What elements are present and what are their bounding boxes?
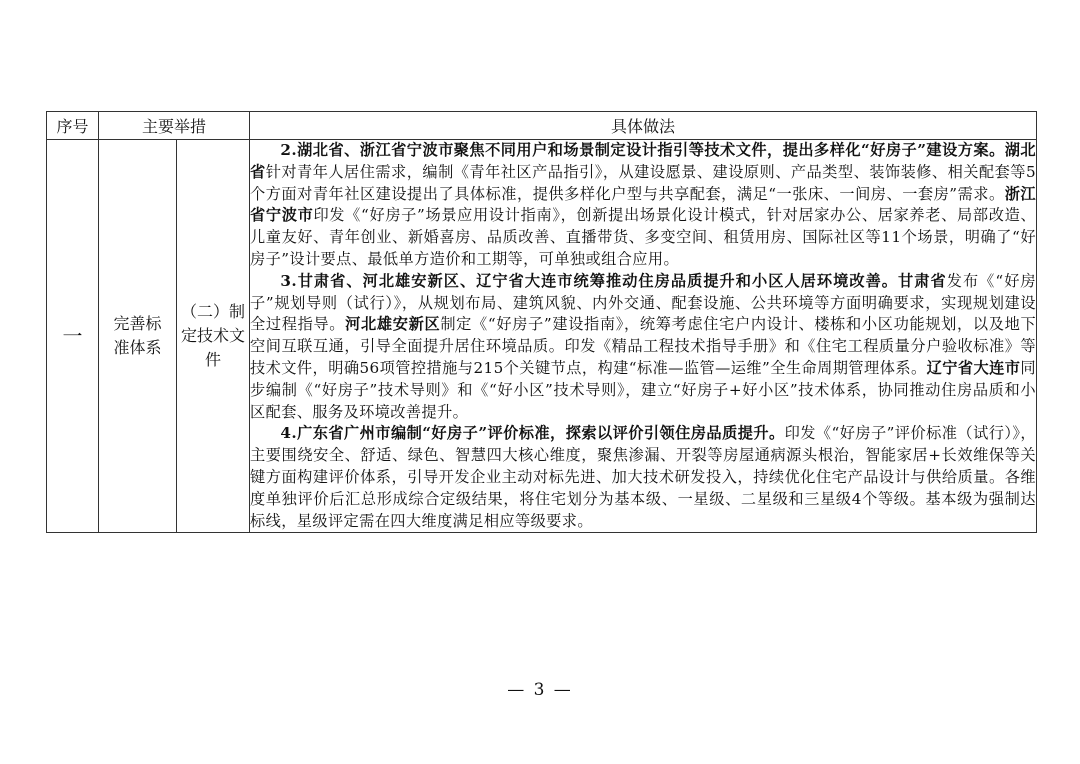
practice-2-ningbo-text: 印发《“好房子”场景应用设计指南》，创新提出场景化设计模式，针对居家办公、居家养老、局部改造、儿童友好、青年创业、新婚喜房、品质改善、直播带货、多变空间、租赁用房、国际社区等11个场景，明确了“好房子”设计要点、最低单方造价和工期等，可单独或组合应用。 (250, 206, 1037, 268)
practice-3-heading: 3.甘肃省、河北雄安新区、辽宁省大连市统筹推动住房品质提升和小区人居环境改善。 (280, 271, 899, 290)
header-index: 序号 (47, 112, 99, 140)
practice-4-heading: 4.广东省广州市编制“好房子”评价标准，探索以评价引领住房品质提升。 (280, 424, 785, 443)
header-measures: 主要举措 (99, 112, 250, 140)
practice-3-dalian-text: 同步编制《“好房子”技术导则》和《“好小区”技术导则》，建立“好房子+好小区”技术体系，协同推动住房品质和小区配套、服务及环境改善提升。 (250, 358, 1037, 421)
row-subcategory: （二）制定技术文件 (177, 140, 250, 533)
practices-cell (250, 140, 1037, 533)
table-header-row (47, 112, 1037, 140)
page-number: — 3 — (507, 680, 573, 700)
practice-3-xiongan-text: 制定《“好房子”建设指南》，统筹考虑住宅户内设计、楼栋和小区功能规划，以及地下空间互联互通，引导全面提升居住环境品质。印发《精品工程技术指导手册》和《住宅工程质量分户验收标准》等技术文件，明确56项管控措施与215个关键节点，构建“标准—监管—运维”全生命周期管理体系。 (250, 315, 1037, 377)
practice-4-guangzhou-text: 印发《“好房子”评价标准（试行）》，主要围绕安全、舒适、绿色、智慧四大核心维度，聚焦渗漏、开裂等房屋通病源头根治，智能家居+长效维保等关键方面构建评价体系，引导开发企业主动对标先进、加大技术研发投入，持续优化住宅产品设计与供给质量。各维度单独评价后汇总形成综合定级结果，将住宅划分为基本级、一星级、二星级和三星级4个等级。基本级为强制达标线，星级评定需在四大维度满足相应等级要求。 (250, 424, 1037, 530)
practice-paragraph-3 (250, 271, 1036, 424)
practice-3-area-xiongan: 河北雄安新区 (345, 315, 441, 334)
practice-3-city-dalian: 辽宁省大连市 (926, 358, 1021, 377)
row-category: 完善标准体系 (99, 140, 177, 533)
practice-paragraph-4 (250, 423, 1036, 532)
measures-table (46, 111, 1037, 533)
practice-3-province-gansu: 甘肃省 (898, 271, 947, 290)
row-index: 一 (47, 140, 99, 533)
practice-2-province-hubei: 湖北省 (250, 141, 1037, 181)
practice-2-heading: 2.湖北省、浙江省宁波市聚焦不同用户和场景制定设计指引等技术文件，提出多样化“好房子”建设方案。 (280, 141, 1005, 159)
header-practices: 具体做法 (250, 112, 1037, 140)
practice-2-city-ningbo: 浙江省宁波市 (250, 184, 1036, 225)
practice-3-gansu-text: 发布《“好房子”规划导则（试行）》，从规划布局、建筑风貌、内外交通、配套设施、公共环境等方面明确要求，实现规划建设全过程指导。 (250, 271, 1037, 334)
table-row (47, 140, 1037, 533)
practice-2-hubei-text: 针对青年人居住需求，编制《青年社区产品指引》，从建设愿景、建设原则、产品类型、装饰装修、相关配套等5个方面对青年社区建设提出了具体标准，提供多样化户型与共享配套，满足“一张床、一间房、一套房”需求。 (250, 162, 1037, 203)
practice-paragraph-2 (250, 140, 1036, 271)
